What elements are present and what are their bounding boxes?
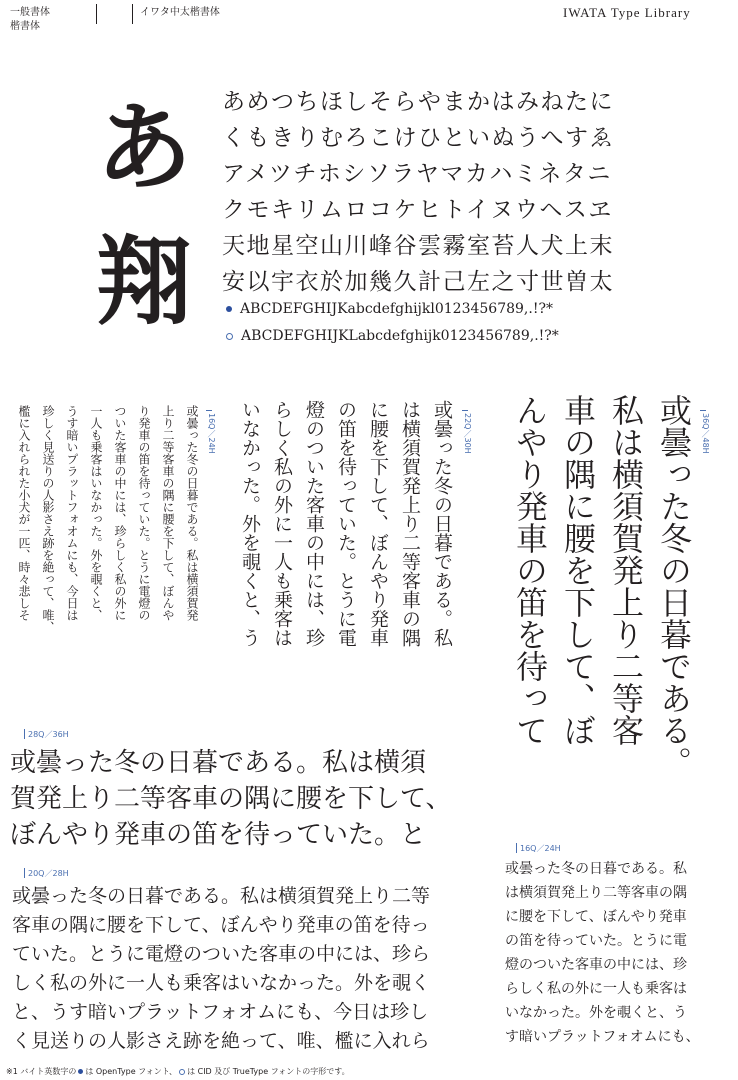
sample-line: くもきりむろこけひといぬうへすゑ [222, 125, 614, 151]
latin-opentype-row [226, 299, 553, 319]
vertical-sample-36q: 或曇った冬の日暮である。 私は横須賀発上り二等客 車の隅に腰を下して、ぼ んやり発車の笛を待って [511, 394, 693, 778]
spec-label: 22Q／30H [463, 413, 472, 454]
showcase-char-2: 翔 [96, 225, 192, 338]
category-line-2: 楷書体 [10, 21, 40, 32]
sample-line: らしく私の外に一人も乗客は [505, 981, 687, 997]
sample-line: 客車の隅に腰を下して、ぼんやり発車の笛を待っ [12, 914, 430, 936]
footnote-part-2: は OpenType フォント、 [85, 1067, 178, 1076]
header-divider-1 [96, 4, 97, 24]
footnote [6, 1066, 350, 1077]
footnote-part-1: ※1 バイト英数字の [6, 1067, 77, 1076]
latin-truetype-row [226, 326, 559, 346]
sample-line: 或曇った冬の日暮である。私は横須賀発上り二等 [12, 885, 431, 907]
sample-line: あめつちほしそらやまかはみねたに [222, 89, 614, 115]
spec-label: 28Q／36H [28, 730, 69, 739]
sample-line: 天地星空山川峰谷雲霧室苔人犬上末 [222, 233, 614, 259]
sample-line: 燈のついた客車の中には、珍 [505, 957, 687, 973]
sample-line: の笛を待っていた。とうに電 [505, 933, 687, 949]
sample-line: は横須賀発上り二等客車の隅 [505, 885, 687, 901]
opentype-dot-icon [226, 306, 232, 312]
spec-label: 16Q／24H [520, 844, 561, 853]
sample-line: クモキリムロコケヒトイヌウヘスヱ [222, 197, 613, 223]
spec-bar [206, 410, 212, 411]
spec-bar [462, 410, 468, 411]
sample-line: 賀発上り二等客車の隅に腰を下して、 [10, 784, 452, 814]
sample-line: ぼんやり発車の笛を待っていた。と [10, 820, 427, 850]
spec-bar [24, 868, 25, 878]
spec-bar [516, 843, 517, 853]
horizontal-sample-20q [12, 882, 430, 1056]
truetype-circle-icon [179, 1069, 185, 1075]
sample-line: アメツチホシソラヤマカハミネタニ [222, 161, 612, 187]
sample-line: と、うす暗いプラットフォオムにも、今日は珍し [12, 1001, 429, 1023]
sample-line: 或曇った冬の日暮である。私は横須 [10, 748, 427, 778]
spec-bar [24, 729, 25, 739]
vertical-sample-22q: 或曇った冬の日暮である。私 は横須賀発上り二等客車の隅 に腰を下して、ぼんやり発車 の笛を待っていた。とうに電 燈のついた客車の中には、珍 らしく私の外に一人も乗客は いなかった。外を覗くと、う [239, 400, 453, 647]
showcase-char-1: あ [96, 91, 192, 204]
sample-line: 或曇った冬の日暮である。私 [505, 861, 687, 877]
header-divider-2 [132, 4, 133, 24]
font-name: イワタ中太楷書体 [140, 7, 220, 18]
horizontal-sample-28q [10, 745, 451, 853]
brand-name: IWATA Type Library [563, 5, 691, 20]
sample-line: す暗いプラットフォオムにも、 [505, 1029, 700, 1045]
footnote-part-3: は CID 及び TrueType フォントの字形です。 [187, 1067, 350, 1076]
sample-line: 安以宇衣於加幾久計己左之寸世曽太 [222, 269, 614, 295]
category-label [10, 6, 50, 34]
sample-lines [222, 84, 662, 300]
spec-label: 16Q／24H [207, 413, 216, 454]
spec-label: 36Q／48H [701, 413, 710, 454]
spec-label: 20Q／28H [28, 869, 69, 878]
truetype-circle-icon [226, 333, 233, 340]
category-line-1: 一般書体 [10, 7, 50, 18]
opentype-dot-icon [78, 1069, 83, 1074]
sample-line: ていた。とうに電燈のついた客車の中には、珍ら [12, 943, 431, 965]
sample-line: く見送りの人影さえ跡を絶って、唯、檻に入れら [12, 1030, 430, 1052]
vertical-sample-16q: 或曇った冬の日暮である。私は横須賀発 上り二等客車の隅に腰を下して、ぼんや り発車の笛を待っていた。とうに電燈の ついた客車の中には、珍らしく私の外に 一人も乗客はいなかった。外を覗くと、 うす暗いプラットフォオムにも、今日は 珍しく見送りの人影さえ跡を絶って、唯、 檻に入れられた小犬が一匹、時々悲しそ [17, 405, 199, 633]
sample-line: しく私の外に一人も乗客はいなかった。外を覗く [12, 972, 431, 994]
sample-line: に腰を下して、ぼんやり発車 [505, 909, 687, 925]
spec-bar [700, 410, 706, 411]
sample-line: いなかった。外を覗くと、う [505, 1005, 687, 1021]
latin-opentype: ABCDEFGHIJKabcdefghijkl0123456789,.!?* [240, 301, 553, 317]
horizontal-sample-16q [505, 857, 700, 1049]
latin-truetype: ABCDEFGHIJKLabcdefghijk0123456789,.!?* [241, 328, 559, 344]
